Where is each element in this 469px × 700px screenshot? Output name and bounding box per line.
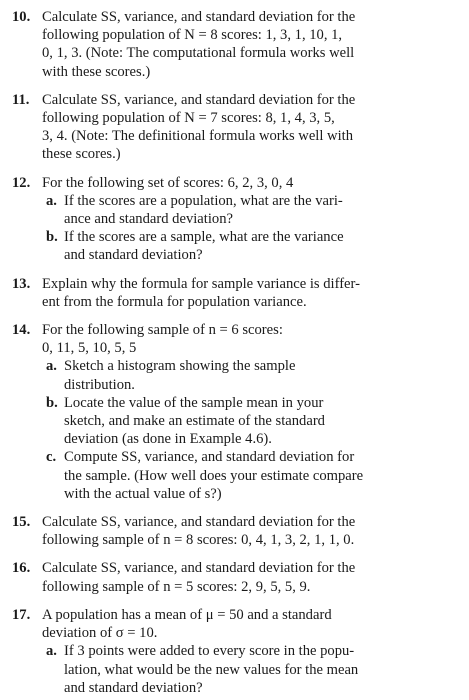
problem-text-line: ent from the formula for population variance.	[42, 293, 307, 310]
part-text-line: the sample. (How well does your estimate compare	[64, 467, 364, 484]
problem-text-line: 3, 4. (Note: The definitional formula works well with	[42, 128, 354, 145]
part-text-line: ance and standard deviation?	[64, 211, 233, 228]
problem-text-line: A population has a mean of μ = 50 and a standard	[42, 606, 332, 623]
problem-text-line: these scores.)	[42, 146, 121, 163]
problem-number: 15.	[12, 514, 31, 531]
problem-text-line: Calculate SS, variance, and standard deviation for the	[42, 91, 356, 108]
problem-part-c	[42, 448, 461, 503]
problem-part-b	[42, 394, 461, 449]
problem-number: 16.	[12, 560, 31, 577]
part-text-line: and standard deviation?	[64, 679, 203, 696]
problem-part-a	[42, 192, 461, 228]
part-letter: a.	[46, 358, 57, 375]
problem-text-line: 0, 11, 5, 10, 5, 5	[42, 340, 137, 357]
problem-text-line: Calculate SS, variance, and standard deviation for the	[42, 560, 356, 577]
problem-number: 12.	[12, 174, 31, 191]
part-text-line: and standard deviation?	[64, 247, 203, 264]
problem-number: 11.	[12, 91, 30, 108]
problem-text-line: with these scores.)	[42, 63, 151, 80]
problem-16	[12, 559, 461, 595]
part-text-line: If the scores are a population, what are the vari-	[64, 192, 343, 209]
part-text-line: If the scores are a sample, what are the variance	[64, 229, 344, 246]
problem-part-a	[42, 642, 461, 697]
part-text-line: with the actual value of s?)	[64, 485, 222, 502]
problem-number: 13.	[12, 275, 31, 292]
problem-number: 17.	[12, 606, 31, 623]
problem-text-line: Calculate SS, variance, and standard deviation for the	[42, 9, 356, 25]
problem-text-line: 0, 1, 3. (Note: The computational formula works well	[42, 45, 355, 62]
problem-12	[12, 174, 461, 265]
part-text-line: distribution.	[64, 376, 135, 393]
problem-13	[12, 275, 461, 311]
problem-text-line: following population of N = 7 scores: 8, 1, 4, 3, 5,	[42, 110, 335, 127]
problem-text-line: Calculate SS, variance, and standard deviation for the	[42, 514, 356, 531]
part-text-line: If 3 points were added to every score in the popu-	[64, 643, 355, 660]
part-letter: a.	[46, 192, 57, 209]
part-text-line: Compute SS, variance, and standard deviation for	[64, 449, 355, 466]
part-letter: c.	[46, 449, 57, 466]
problem-text-line: following population of N = 8 scores: 1, 3, 1, 10, 1,	[42, 27, 343, 44]
problem-number: 14.	[12, 322, 31, 339]
problem-11	[12, 91, 461, 164]
part-text-line: deviation (as done in Example 4.6).	[64, 431, 272, 448]
problem-part-a	[42, 357, 461, 393]
part-letter: b.	[46, 394, 58, 411]
part-text-line: Locate the value of the sample mean in your	[64, 394, 324, 411]
problem-text-line: Explain why the formula for sample variance is differ-	[42, 275, 360, 292]
part-letter: a.	[46, 643, 57, 660]
part-text-line: sketch, and make an estimate of the standard	[64, 413, 325, 430]
problem-text-line: following sample of n = 5 scores: 2, 9, 5, 5, 9.	[42, 578, 311, 595]
problem-text-line: deviation of σ = 10.	[42, 625, 158, 642]
part-letter: b.	[46, 229, 58, 246]
problem-number: 10.	[12, 9, 31, 25]
problem-part-b	[42, 228, 461, 264]
part-text-line: Sketch a histogram showing the sample	[64, 358, 296, 375]
problem-text-line: For the following sample of n = 6 scores:	[42, 322, 283, 339]
part-text-line: lation, what would be the new values for the mean	[64, 661, 359, 678]
problem-text-line: following sample of n = 8 scores: 0, 4, 1, 3, 2, 1, 1, 0.	[42, 532, 355, 549]
problem-17	[12, 606, 461, 697]
problem-text-line: For the following set of scores: 6, 2, 3, 0, 4	[42, 174, 294, 191]
problem-15	[12, 513, 461, 549]
problem-14	[12, 321, 461, 503]
problem-10	[12, 8, 461, 81]
